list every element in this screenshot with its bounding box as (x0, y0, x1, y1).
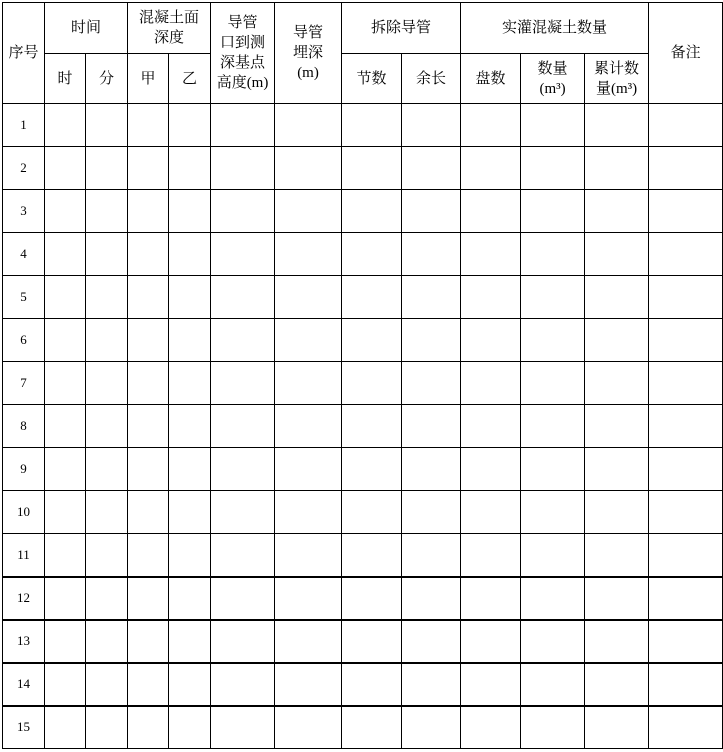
header-row-2 (3, 54, 723, 104)
empty-cell (45, 448, 86, 491)
empty-cell (521, 706, 585, 749)
empty-cell (342, 706, 402, 749)
empty-cell (402, 190, 461, 233)
table-body (3, 104, 723, 749)
empty-cell (461, 448, 521, 491)
empty-cell (275, 706, 342, 749)
empty-cell (211, 663, 275, 706)
empty-cell (585, 620, 649, 663)
table-row (3, 663, 723, 706)
empty-cell (169, 620, 211, 663)
row-number-cell: 3 (3, 190, 45, 233)
row-number-cell: 11 (3, 534, 45, 577)
empty-cell (45, 190, 86, 233)
table-row (3, 491, 723, 534)
empty-cell (86, 620, 128, 663)
empty-cell (649, 319, 723, 362)
row-number-cell: 12 (3, 577, 45, 620)
empty-cell (45, 663, 86, 706)
header-concrete-surface-depth (128, 3, 211, 54)
header-actual-concrete: 实灌混凝土数量 (461, 3, 649, 54)
table-row (3, 620, 723, 663)
empty-cell (128, 104, 169, 147)
empty-cell (342, 534, 402, 577)
row-number-cell: 2 (3, 147, 45, 190)
empty-cell (649, 276, 723, 319)
empty-cell (461, 276, 521, 319)
empty-cell (649, 448, 723, 491)
empty-cell (211, 276, 275, 319)
empty-cell (342, 362, 402, 405)
empty-cell (585, 448, 649, 491)
header-line: 累计数 (594, 60, 640, 77)
table-row (3, 405, 723, 448)
empty-cell (402, 319, 461, 362)
empty-cell (86, 104, 128, 147)
empty-cell (461, 190, 521, 233)
empty-cell (585, 405, 649, 448)
empty-cell (169, 319, 211, 362)
empty-cell (402, 706, 461, 749)
empty-cell (649, 104, 723, 147)
header-remaining-length: 余长 (402, 54, 461, 104)
empty-cell (342, 577, 402, 620)
empty-cell (45, 405, 86, 448)
empty-cell (128, 663, 169, 706)
empty-cell (128, 491, 169, 534)
empty-cell (86, 233, 128, 276)
empty-cell (169, 147, 211, 190)
empty-cell (521, 405, 585, 448)
row-number-cell: 5 (3, 276, 45, 319)
empty-cell (342, 663, 402, 706)
empty-cell (128, 534, 169, 577)
empty-cell (86, 147, 128, 190)
empty-cell (521, 104, 585, 147)
header-line: 导管 (293, 25, 324, 41)
empty-cell (86, 663, 128, 706)
row-number-cell: 15 (3, 706, 45, 749)
empty-cell (402, 663, 461, 706)
empty-cell (402, 620, 461, 663)
empty-cell (521, 362, 585, 405)
empty-cell (585, 190, 649, 233)
empty-cell (169, 577, 211, 620)
empty-cell (45, 362, 86, 405)
row-number-cell: 8 (3, 405, 45, 448)
empty-cell (402, 233, 461, 276)
empty-cell (275, 233, 342, 276)
table-row (3, 147, 723, 190)
empty-cell (275, 276, 342, 319)
empty-cell (521, 147, 585, 190)
empty-cell (86, 190, 128, 233)
empty-cell (128, 276, 169, 319)
concrete-pour-record-table (2, 2, 723, 749)
empty-cell (211, 448, 275, 491)
empty-cell (649, 491, 723, 534)
header-removed-pipe: 拆除导管 (342, 3, 461, 54)
empty-cell (169, 362, 211, 405)
empty-cell (585, 147, 649, 190)
empty-cell (342, 448, 402, 491)
empty-cell (402, 491, 461, 534)
row-number-cell: 14 (3, 663, 45, 706)
table-row (3, 233, 723, 276)
empty-cell (342, 233, 402, 276)
header-line: 高度(m) (216, 75, 269, 91)
table-row (3, 276, 723, 319)
empty-cell (128, 706, 169, 749)
row-number-cell: 9 (3, 448, 45, 491)
header-pipe-embed-depth (275, 3, 342, 104)
row-number-cell: 4 (3, 233, 45, 276)
header-sections: 节数 (342, 54, 402, 104)
empty-cell (342, 190, 402, 233)
empty-cell (211, 104, 275, 147)
empty-cell (211, 534, 275, 577)
empty-cell (128, 362, 169, 405)
table-row (3, 362, 723, 405)
header-depth-b: 乙 (169, 54, 211, 104)
empty-cell (521, 491, 585, 534)
empty-cell (461, 577, 521, 620)
empty-cell (86, 534, 128, 577)
empty-cell (275, 147, 342, 190)
table-row (3, 319, 723, 362)
empty-cell (45, 319, 86, 362)
empty-cell (521, 448, 585, 491)
empty-cell (86, 362, 128, 405)
empty-cell (585, 534, 649, 577)
empty-cell (45, 147, 86, 190)
header-volume (521, 54, 585, 104)
empty-cell (211, 620, 275, 663)
empty-cell (521, 577, 585, 620)
empty-cell (461, 706, 521, 749)
empty-cell (649, 534, 723, 577)
empty-cell (169, 405, 211, 448)
empty-cell (342, 491, 402, 534)
empty-cell (461, 663, 521, 706)
empty-cell (86, 276, 128, 319)
empty-cell (649, 706, 723, 749)
empty-cell (521, 534, 585, 577)
empty-cell (211, 491, 275, 534)
empty-cell (211, 319, 275, 362)
row-number-cell: 7 (3, 362, 45, 405)
empty-cell (45, 233, 86, 276)
empty-cell (169, 104, 211, 147)
empty-cell (169, 233, 211, 276)
header-line: 深基点 (220, 55, 266, 71)
empty-cell (461, 405, 521, 448)
empty-cell (128, 405, 169, 448)
empty-cell (402, 147, 461, 190)
empty-cell (275, 319, 342, 362)
empty-cell (461, 362, 521, 405)
empty-cell (128, 190, 169, 233)
empty-cell (649, 362, 723, 405)
empty-cell (649, 233, 723, 276)
empty-cell (585, 706, 649, 749)
empty-cell (86, 706, 128, 749)
empty-cell (211, 362, 275, 405)
empty-cell (402, 276, 461, 319)
empty-cell (649, 147, 723, 190)
empty-cell (275, 620, 342, 663)
empty-cell (45, 620, 86, 663)
table-row (3, 448, 723, 491)
empty-cell (169, 448, 211, 491)
empty-cell (521, 190, 585, 233)
empty-cell (585, 491, 649, 534)
empty-cell (521, 233, 585, 276)
empty-cell (461, 233, 521, 276)
empty-cell (45, 534, 86, 577)
header-hour: 时 (45, 54, 86, 104)
empty-cell (521, 276, 585, 319)
header-pipe-mouth-height (211, 3, 275, 104)
empty-cell (169, 663, 211, 706)
header-line: 量(m³) (595, 80, 638, 97)
header-line: 混凝土面 (139, 10, 200, 26)
empty-cell (45, 706, 86, 749)
empty-cell (649, 190, 723, 233)
empty-cell (86, 319, 128, 362)
empty-cell (275, 190, 342, 233)
empty-cell (585, 104, 649, 147)
empty-cell (585, 233, 649, 276)
empty-cell (585, 362, 649, 405)
empty-cell (342, 405, 402, 448)
empty-cell (169, 276, 211, 319)
empty-cell (211, 190, 275, 233)
empty-cell (585, 276, 649, 319)
empty-cell (128, 448, 169, 491)
empty-cell (342, 104, 402, 147)
empty-cell (86, 491, 128, 534)
empty-cell (128, 577, 169, 620)
header-row-1 (3, 3, 723, 54)
empty-cell (275, 577, 342, 620)
empty-cell (275, 104, 342, 147)
table-row (3, 534, 723, 577)
header-line: 口到测 (220, 35, 266, 51)
empty-cell (585, 663, 649, 706)
empty-cell (342, 620, 402, 663)
empty-cell (461, 147, 521, 190)
empty-cell (275, 491, 342, 534)
empty-cell (521, 620, 585, 663)
header-line: 导管 (227, 15, 258, 31)
header-line: 数量 (537, 60, 568, 77)
empty-cell (45, 577, 86, 620)
empty-cell (211, 706, 275, 749)
header-cumulative-volume (585, 54, 649, 104)
table-row (3, 706, 723, 749)
empty-cell (128, 319, 169, 362)
header-minute: 分 (86, 54, 128, 104)
empty-cell (461, 104, 521, 147)
empty-cell (169, 534, 211, 577)
empty-cell (585, 577, 649, 620)
empty-cell (211, 233, 275, 276)
empty-cell (402, 405, 461, 448)
table-row (3, 104, 723, 147)
empty-cell (649, 577, 723, 620)
empty-cell (342, 276, 402, 319)
table-header (3, 3, 723, 104)
empty-cell (128, 147, 169, 190)
header-line: (m³) (539, 80, 566, 97)
empty-cell (128, 233, 169, 276)
empty-cell (521, 319, 585, 362)
empty-cell (211, 577, 275, 620)
header-line: 埋深 (293, 45, 324, 61)
table-row (3, 577, 723, 620)
empty-cell (275, 448, 342, 491)
row-number-cell: 10 (3, 491, 45, 534)
empty-cell (402, 534, 461, 577)
empty-cell (169, 491, 211, 534)
empty-cell (521, 663, 585, 706)
empty-cell (45, 491, 86, 534)
header-depth-a: 甲 (128, 54, 169, 104)
empty-cell (169, 190, 211, 233)
empty-cell (86, 577, 128, 620)
empty-cell (86, 405, 128, 448)
empty-cell (275, 362, 342, 405)
header-time: 时间 (45, 3, 128, 54)
header-seq: 序号 (3, 3, 45, 104)
empty-cell (275, 405, 342, 448)
empty-cell (342, 147, 402, 190)
row-number-cell: 13 (3, 620, 45, 663)
empty-cell (342, 319, 402, 362)
empty-cell (45, 276, 86, 319)
empty-cell (402, 104, 461, 147)
header-batches: 盘数 (461, 54, 521, 104)
empty-cell (649, 620, 723, 663)
empty-cell (402, 577, 461, 620)
header-line: 深度 (154, 30, 185, 46)
empty-cell (169, 706, 211, 749)
row-number-cell: 1 (3, 104, 45, 147)
empty-cell (128, 620, 169, 663)
table-row (3, 190, 723, 233)
empty-cell (211, 147, 275, 190)
empty-cell (649, 663, 723, 706)
empty-cell (275, 534, 342, 577)
empty-cell (461, 491, 521, 534)
empty-cell (649, 405, 723, 448)
empty-cell (402, 448, 461, 491)
empty-cell (585, 319, 649, 362)
row-number-cell: 6 (3, 319, 45, 362)
empty-cell (211, 405, 275, 448)
empty-cell (45, 104, 86, 147)
empty-cell (461, 620, 521, 663)
empty-cell (402, 362, 461, 405)
header-line: (m) (297, 65, 319, 81)
empty-cell (86, 448, 128, 491)
empty-cell (461, 319, 521, 362)
empty-cell (461, 534, 521, 577)
header-remarks: 备注 (649, 3, 723, 104)
empty-cell (275, 663, 342, 706)
